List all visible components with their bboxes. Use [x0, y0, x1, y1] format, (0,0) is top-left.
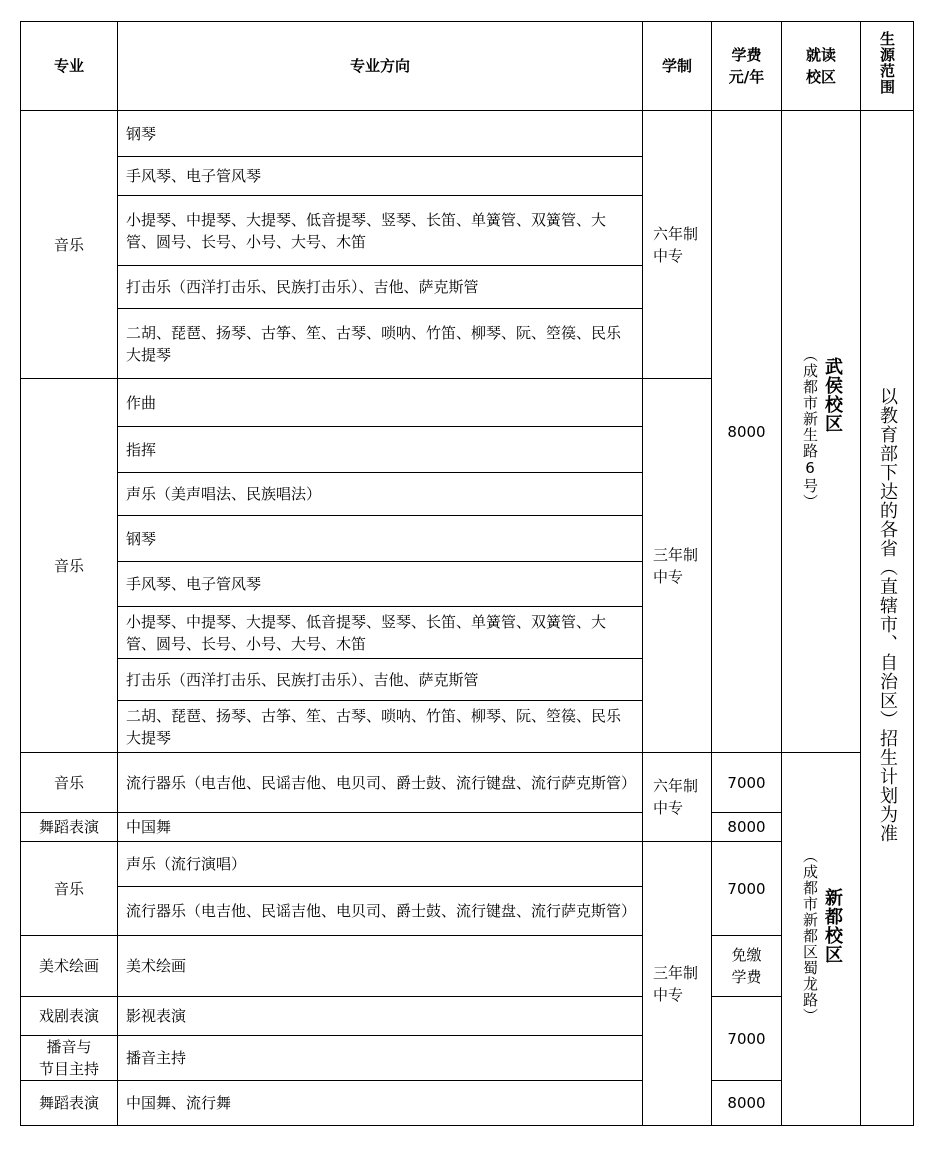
direction-cell: 美术绘画 — [118, 936, 643, 997]
table-row — [21, 111, 914, 157]
campus-xindu — [782, 753, 861, 1126]
header-length: 学制 — [643, 22, 712, 111]
header-scope — [861, 22, 914, 111]
direction-cell: 播音主持 — [118, 1036, 643, 1081]
length-line2: 中专 — [653, 985, 684, 1004]
direction-cell: 钢琴 — [118, 111, 643, 157]
scope-cell — [861, 111, 914, 1126]
direction-cell: 打击乐（西洋打击乐、民族打击乐）、吉他、萨克斯管 — [118, 659, 643, 701]
header-row — [21, 22, 914, 111]
fee-cell: 7000 — [712, 997, 782, 1081]
campus-wuhou-address: （成都市新生路6号） — [801, 347, 819, 510]
fee-cell: 7000 — [712, 753, 782, 813]
length-line1: 六年制 — [653, 224, 699, 243]
direction-cell: 手风琴、电子管风琴 — [118, 562, 643, 607]
fee-cell: 8000 — [712, 1081, 782, 1126]
major-cell: 音乐 — [21, 753, 118, 813]
length-line2: 中专 — [653, 799, 684, 817]
header-direction: 专业方向 — [118, 22, 643, 111]
fee-cell: 7000 — [712, 842, 782, 936]
length-line1: 三年制 — [653, 545, 699, 564]
direction-cell: 声乐（流行演唱） — [118, 842, 643, 887]
direction-cell: 指挥 — [118, 427, 643, 473]
direction-cell: 流行器乐（电吉他、民谣吉他、电贝司、爵士鼓、流行键盘、流行萨克斯管） — [118, 753, 643, 813]
major-cell: 戏剧表演 — [21, 997, 118, 1036]
campus-wuhou-name: 武侯校区 — [822, 357, 843, 433]
length-cell — [643, 753, 712, 842]
direction-cell: 打击乐（西洋打击乐、民族打击乐）、吉他、萨克斯管 — [118, 266, 643, 309]
table-row — [21, 997, 914, 1036]
table-row — [21, 936, 914, 997]
length-cell — [643, 111, 712, 379]
fee-cell-wuhou: 8000 — [712, 111, 782, 753]
header-fee — [712, 22, 782, 111]
major-cell: 音乐 — [21, 111, 118, 379]
length-line2: 中专 — [653, 567, 684, 586]
header-campus — [782, 22, 861, 111]
header-major: 专业 — [21, 22, 118, 111]
header-campus-line1: 就读 — [805, 46, 836, 64]
campus-xindu-name: 新都校区 — [822, 888, 843, 964]
direction-cell: 小提琴、中提琴、大提琴、低音提琴、竖琴、长笛、单簧管、双簧管、大管、圆号、长号、小号、大号、木笛 — [118, 196, 643, 266]
header-scope-text: 生源范围 — [878, 31, 896, 95]
direction-cell: 影视表演 — [118, 997, 643, 1036]
table-row — [21, 1081, 914, 1126]
length-cell — [643, 842, 712, 1126]
major-line2: 节目主持 — [38, 1060, 99, 1078]
length-line1: 六年制 — [653, 777, 699, 795]
direction-cell: 流行器乐（电吉他、民谣吉他、电贝司、爵士鼓、流行键盘、流行萨克斯管） — [118, 887, 643, 936]
table-row — [21, 842, 914, 887]
major-cell: 美术绘画 — [21, 936, 118, 997]
major-cell: 音乐 — [21, 379, 118, 753]
table-row — [21, 753, 914, 813]
enrollment-table — [20, 21, 914, 1126]
header-fee-line1: 学费 — [731, 46, 762, 64]
major-cell: 舞蹈表演 — [21, 1081, 118, 1126]
major-cell: 舞蹈表演 — [21, 813, 118, 842]
header-fee-line2: 元/年 — [728, 68, 765, 86]
major-cell — [21, 1036, 118, 1081]
direction-cell: 二胡、琵琶、扬琴、古筝、笙、古琴、唢呐、竹笛、柳琴、阮、箜篌、民乐大提琴 — [118, 309, 643, 379]
campus-xindu-address: （成都市新都区蜀龙路） — [801, 848, 819, 1024]
fee-cell — [712, 936, 782, 997]
fee-line2: 学费 — [731, 968, 762, 986]
direction-cell: 钢琴 — [118, 516, 643, 562]
direction-cell: 二胡、琵琶、扬琴、古筝、笙、古琴、唢呐、竹笛、柳琴、阮、箜篌、民乐大提琴 — [118, 701, 643, 753]
major-cell: 音乐 — [21, 842, 118, 936]
major-line1: 播音与 — [46, 1038, 92, 1056]
direction-cell: 手风琴、电子管风琴 — [118, 157, 643, 196]
direction-cell: 声乐（美声唱法、民族唱法） — [118, 473, 643, 516]
table-row — [21, 813, 914, 842]
header-campus-line2: 校区 — [805, 68, 836, 86]
scope-text: 以教育部下达的各省（直辖市、自治区）招生计划为准 — [877, 387, 898, 843]
campus-wuhou — [782, 111, 861, 753]
direction-cell: 小提琴、中提琴、大提琴、低音提琴、竖琴、长笛、单簧管、双簧管、大管、圆号、长号、小号、大号、木笛 — [118, 607, 643, 659]
direction-cell: 作曲 — [118, 379, 643, 427]
length-cell — [643, 379, 712, 753]
direction-cell: 中国舞、流行舞 — [118, 1081, 643, 1126]
fee-line1: 免缴 — [731, 946, 762, 964]
fee-cell: 8000 — [712, 813, 782, 842]
length-line1: 三年制 — [653, 963, 699, 982]
direction-cell: 中国舞 — [118, 813, 643, 842]
length-line2: 中专 — [653, 246, 684, 265]
